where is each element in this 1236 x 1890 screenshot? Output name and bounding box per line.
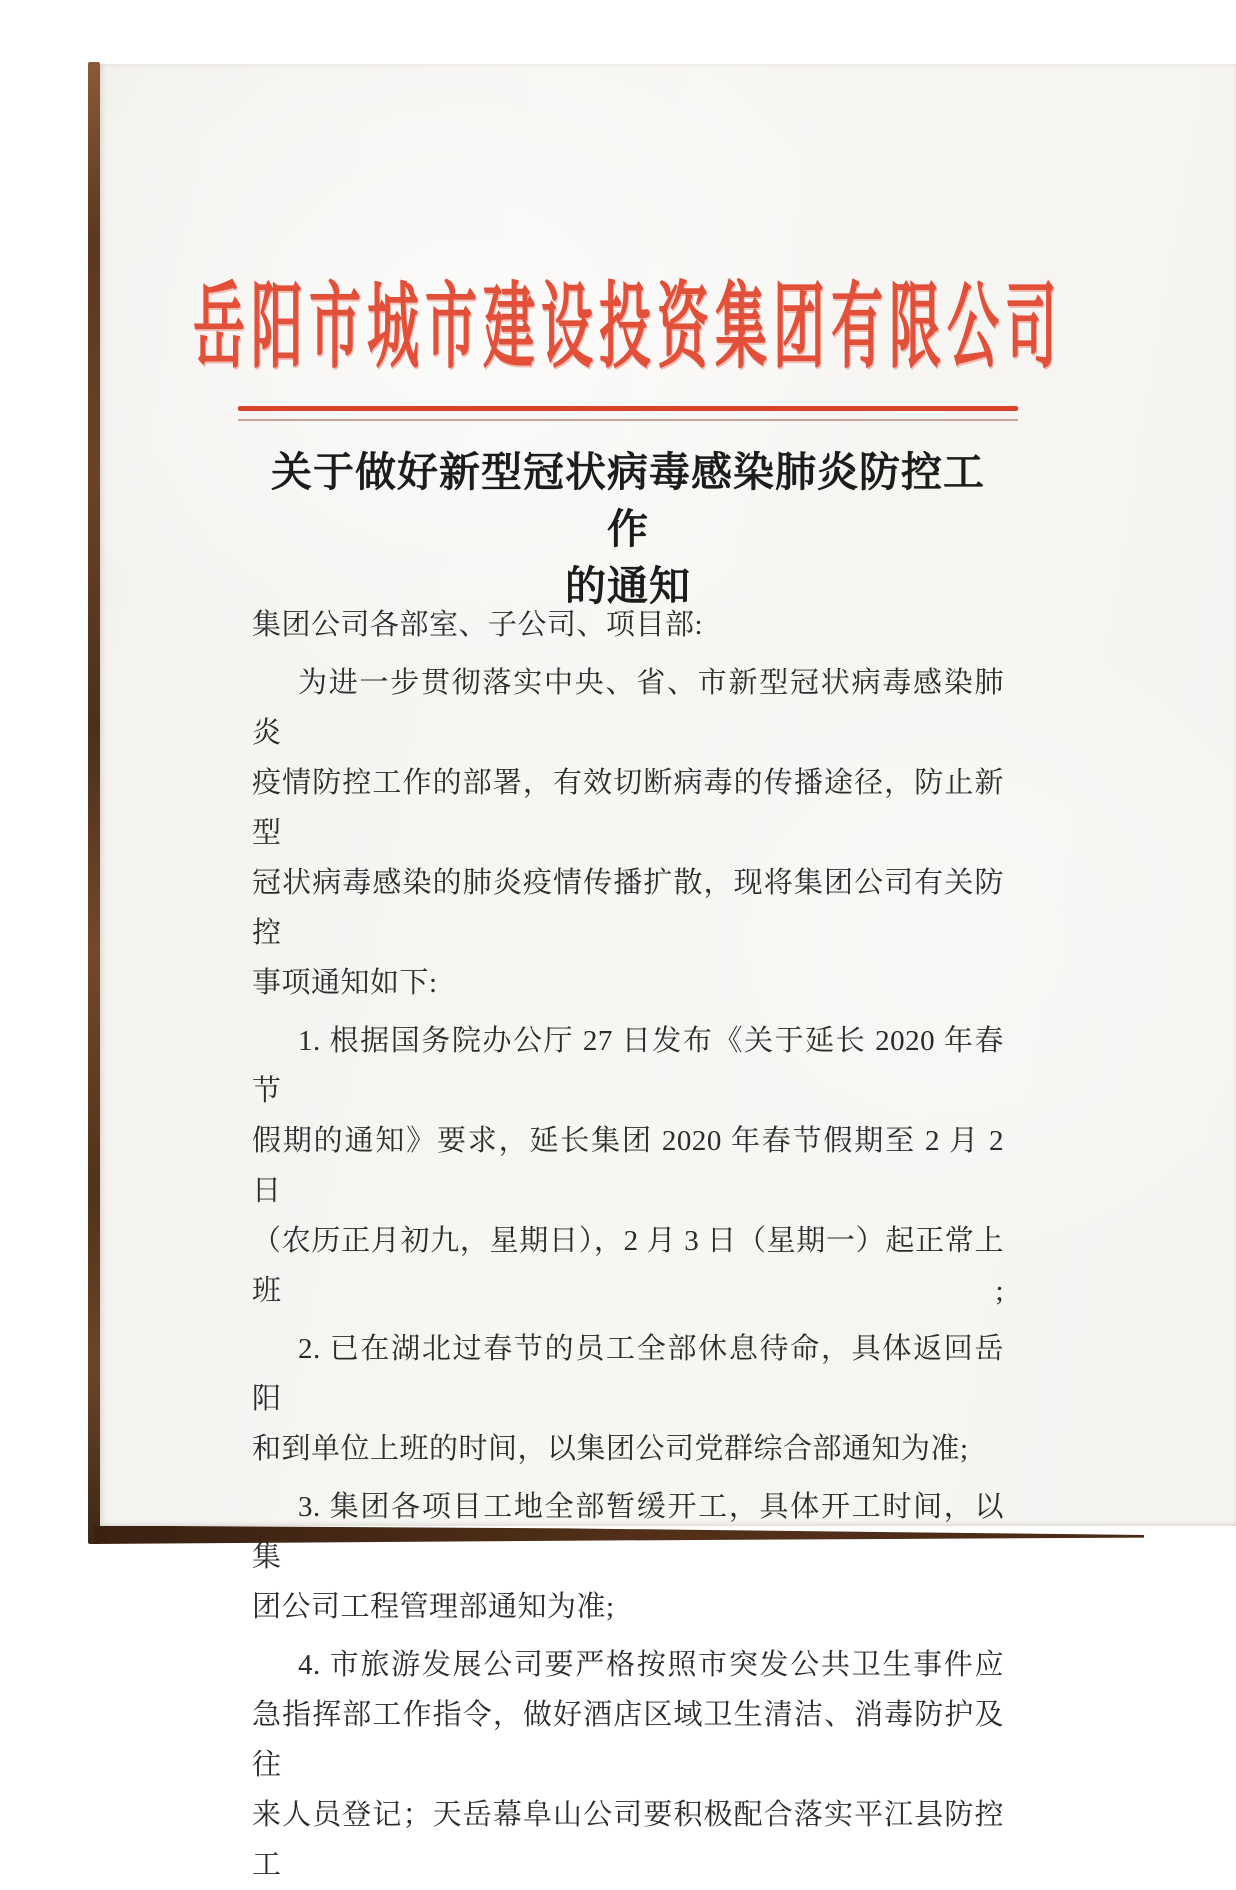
document-title-line1: 关于做好新型冠状病毒感染肺炎防控工作 — [271, 449, 985, 552]
body-line: 冠状病毒感染的肺炎疫情传播扩散，现将集团公司有关防控 — [252, 867, 1004, 949]
letterhead-company-name: 岳阳市城市建设投资集团有限公司 — [193, 277, 1064, 381]
body-line: 1. 根据国务院办公厅 27 日发布《关于延长 2020 年春节 — [252, 1025, 1004, 1107]
desk-edge-left — [88, 62, 100, 1544]
document-title — [252, 444, 1004, 615]
document-body — [252, 600, 1004, 1890]
body-line: 急指挥部工作指令，做好酒店区域卫生清洁、消毒防护及往 — [252, 1699, 1004, 1781]
document-content — [193, 64, 1064, 1881]
body-line: 和到单位上班的时间，以集团公司党群综合部通知为准; — [252, 1433, 969, 1465]
body-line: 疫情防控工作的部署，有效切断病毒的传播途径，防止新型 — [252, 767, 1004, 849]
body-line: （农历正月初九，星期日），2 月 3 日（星期一）起正常上班; — [252, 1225, 1004, 1307]
body-line: 为进一步贯彻落实中央、省、市新型冠状病毒感染肺炎 — [252, 667, 1004, 749]
body-line: 团公司工程管理部通知为准; — [252, 1591, 615, 1623]
body-line: 假期的通知》要求，延长集团 2020 年春节假期至 2 月 2 日 — [252, 1125, 1004, 1207]
salutation: 集团公司各部室、子公司、项目部: — [252, 609, 704, 641]
body-line: 2. 已在湖北过春节的员工全部休息待命，具体返回岳阳 — [252, 1333, 1004, 1415]
letterhead-rule-thin — [238, 419, 1018, 421]
scanned-paper — [100, 64, 1236, 1881]
body-paragraph-lines — [252, 658, 1004, 1890]
body-line: 4. 市旅游发展公司要严格按照市突发公共卫生事件应 — [298, 1649, 1004, 1681]
body-line: 来人员登记；天岳幕阜山公司要积极配合落实平江县防控工 — [252, 1799, 1004, 1881]
letterhead — [193, 262, 1064, 381]
body-line: 3. 集团各项目工地全部暂缓开工，具体开工时间，以集 — [252, 1491, 1004, 1573]
letterhead-rule-thick — [238, 406, 1018, 411]
document-title-line2: 的通知 — [565, 563, 691, 609]
body-line: 事项通知如下: — [252, 967, 438, 999]
